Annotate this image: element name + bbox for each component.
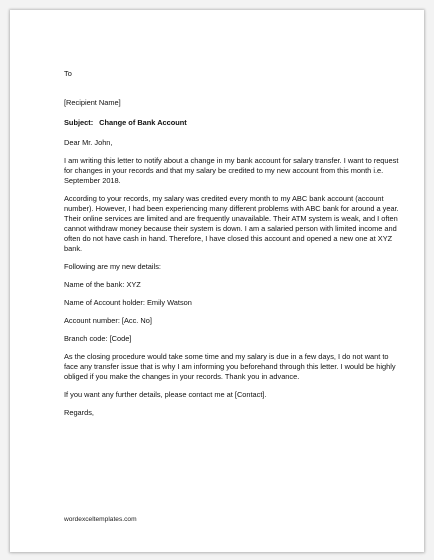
detail-account-number: Account number: [Acc. No] [64,316,152,325]
subject-label: Subject: [64,118,94,127]
to-line: To [64,69,72,78]
greeting: Dear Mr. John, [64,138,113,147]
footer-site: wordexceltemplates.com [64,516,137,523]
paragraph-closing-procedure: As the closing procedure would take some time and my salary is due in a few days, I do not want to face any transfer issue that is why I am informing you beforehand through this letter. I would be highly obliged if you make the changes in your records. Thank you in advance. [64,352,396,381]
letter-body [64,69,404,418]
details-intro: Following are my new details: [64,262,161,271]
recipient-name: [Recipient Name] [64,98,121,107]
paragraph-contact: If you want any further details, please contact me at [Contact]. [64,390,267,399]
detail-account-holder: Name of Account holder: Emily Watson [64,298,192,307]
subject-line [64,118,404,128]
paragraph-reason: According to your records, my salary was credited every month to my ABC bank account (account number). However, I had been experiencing many different problems with ABC bank for around a year. Their online services are limited and are frequently unavailable. Their ATM system is weak, and I often cannot withdraw money because their system is down. I am a salaried person with limited income and often do not have cash in hand. Therefore, I have closed this account and opened a new one at XYZ bank. [64,194,399,253]
detail-branch-code: Branch code: [Code] [64,334,132,343]
subject-text: Change of Bank Account [99,118,187,127]
closing-regards: Regards, [64,408,94,417]
detail-bank-name: Name of the bank: XYZ [64,280,141,289]
paragraph-notification: I am writing this letter to notify about a change in my bank account for salary transfer. I want to request for changes in your records and that my salary be credited to my new account from this month i.e. September 2018. [64,156,399,185]
letter-page [10,10,424,552]
